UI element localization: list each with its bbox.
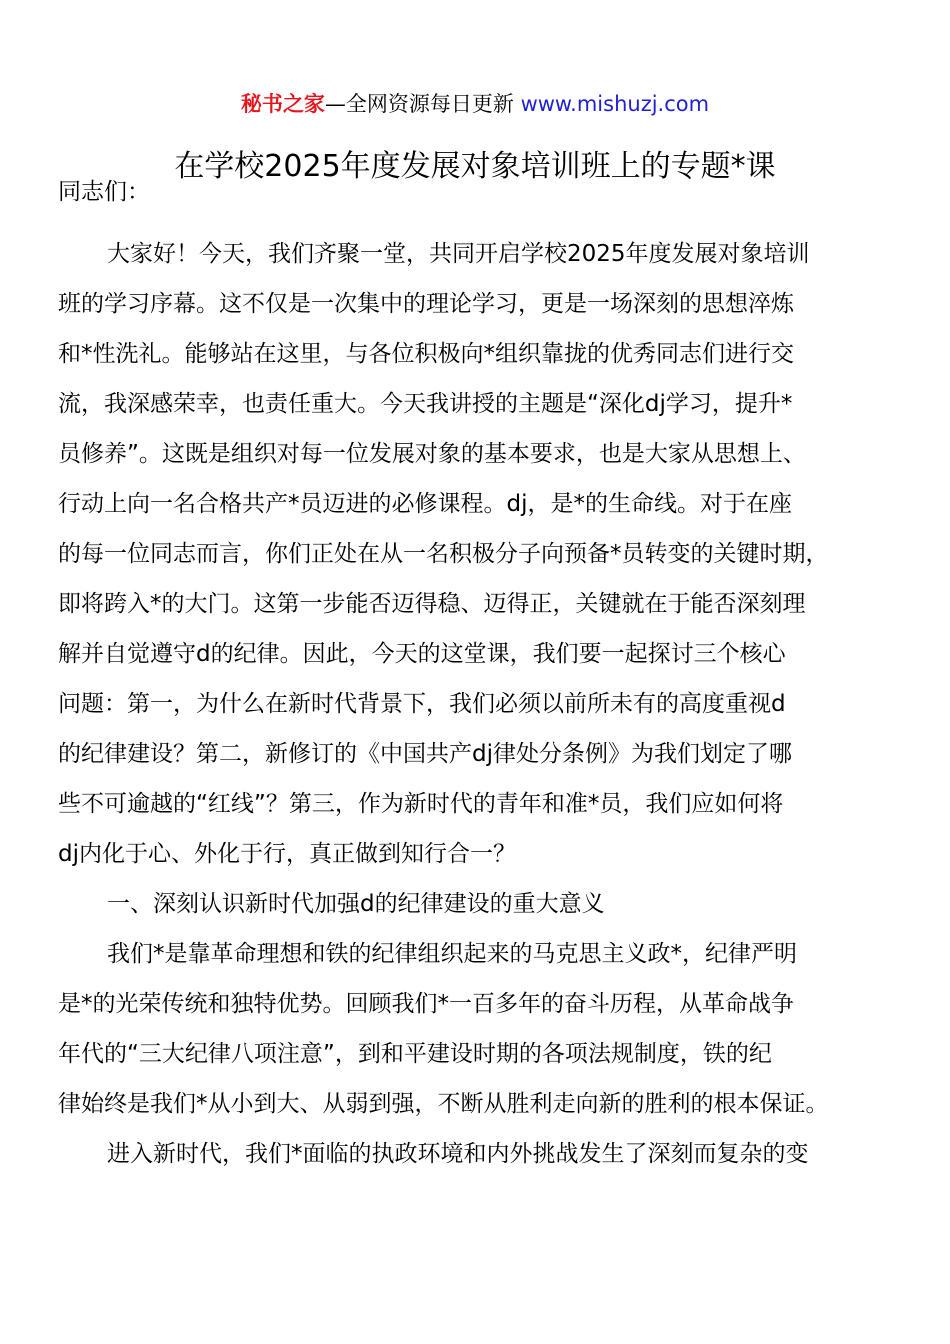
- text-line: 大家好！今天，我们齐聚一堂，共同开启学校2025年度发展对象培训: [107, 241, 810, 267]
- text-line: 些不可逾越的“红线”？第三，作为新时代的青年和准*员，我们应如何将: [58, 791, 784, 817]
- text-line: 流，我深感荣幸，也责任重大。今天我讲授的主题是“深化dj学习，提升*: [58, 391, 793, 417]
- section-heading: 一、深刻认识新时代加强d的纪律建设的重大意义: [107, 891, 605, 917]
- text-line: dj内化于心、外化于行，真正做到知行合一？: [58, 841, 516, 867]
- text-line: 解并自觉遵守d的纪律。因此，今天的这堂课，我们要一起探讨三个核心: [58, 641, 786, 667]
- text-line: 的每一位同志而言，你们正处在从一名积极分子向预备*员转变的关键时期，: [58, 541, 829, 567]
- salutation: 同志们：: [58, 179, 150, 205]
- text-line: 行动上向一名合格共产*员迈进的必修课程。dj，是*的生命线。对于在座: [58, 491, 792, 517]
- text-line: 的纪律建设？第二，新修订的《中国共产dj律处分条例》为我们划定了哪: [58, 741, 792, 767]
- text-line: 律始终是我们*从小到大、从弱到强，不断从胜利走向新的胜利的根本保证。: [58, 1091, 829, 1117]
- text-line: 是*的光荣传统和独特优势。回顾我们*一百多年的奋斗历程，从革命战争: [58, 991, 794, 1017]
- site-tagline: —全网资源每日更新: [324, 92, 521, 116]
- text-line: 我们*是靠革命理想和铁的纪律组织起来的马克思主义政*，纪律严明: [107, 941, 797, 967]
- text-line: 即将跨入*的大门。这第一步能否迈得稳、迈得正，关键就在于能否深刻理: [58, 591, 806, 617]
- text-line: 员修养”。这既是组织对每一位发展对象的基本要求，也是大家从思想上、: [58, 441, 806, 467]
- text-line: 年代的“三大纪律八项注意”，到和平建设时期的各项法规制度，铁的纪: [58, 1041, 772, 1067]
- site-brand: 秘书之家: [240, 92, 325, 116]
- document-title: 在学校2025年度发展对象培训班上的专题*课: [174, 149, 776, 184]
- text-line: 和*性洗礼。能够站在这里，与各位积极向*组织靠拢的优秀同志们进行交: [58, 341, 794, 367]
- text-line: 进入新时代，我们*面临的执政环境和内外挑战发生了深刻而复杂的变: [107, 1141, 809, 1167]
- text-line: 班的学习序幕。这不仅是一次集中的理论学习，更是一场深刻的思想淬炼: [58, 291, 794, 317]
- site-url[interactable]: www.mishuzj.com: [520, 92, 710, 116]
- document-body: [58, 178, 918, 1179]
- text-line: 问题：第一，为什么在新时代背景下，我们必须以前所未有的高度重视d: [58, 691, 786, 717]
- site-header: [0, 89, 950, 119]
